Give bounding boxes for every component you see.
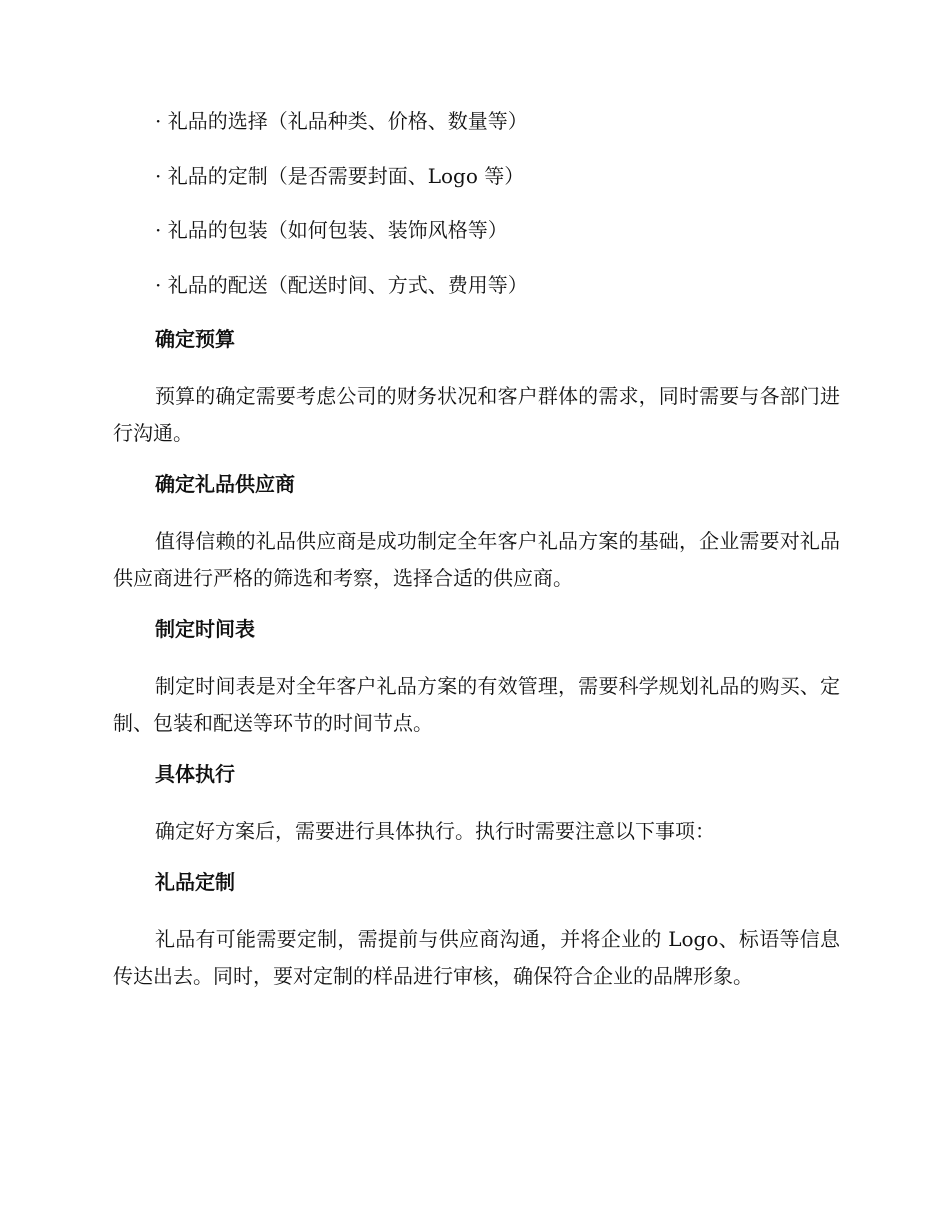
bullet-gift-packaging: · 礼品的包装（如何包装、装饰风格等） [155, 218, 508, 242]
heading-supplier: 确定礼品供应商 [155, 472, 295, 496]
document-page [113, 106, 840, 1012]
heading-execution: 具体执行 [155, 762, 235, 786]
paragraph-budget: 预算的确定需要考虑公司的财务状况和客户群体的需求，同时需要与各部门进行沟通。 [113, 384, 840, 445]
bullet-gift-delivery: · 礼品的配送（配送时间、方式、费用等） [155, 272, 528, 297]
paragraph-customization: 礼品有可能需要定制，需提前与供应商沟通，并将企业的 Logo、标语等信息传达出去。同时，要对定制的样品进行审核，确保符合企业的品牌形象。 [113, 927, 840, 988]
bullet-gift-selection: · 礼品的选择（礼品种类、价格、数量等） [155, 109, 528, 133]
bullet-gift-customization: · 礼品的定制（是否需要封面、Logo 等） [155, 163, 525, 188]
paragraph-execution: 确定好方案后，需要进行具体执行。执行时需要注意以下事项： [155, 819, 715, 843]
heading-customization: 礼品定制 [155, 870, 235, 894]
heading-schedule: 制定时间表 [155, 617, 255, 641]
heading-budget: 确定预算 [155, 327, 235, 351]
paragraph-supplier: 值得信赖的礼品供应商是成功制定全年客户礼品方案的基础，企业需要对礼品供应商进行严格的筛选和考察，选择合适的供应商。 [113, 529, 840, 590]
paragraph-schedule: 制定时间表是对全年客户礼品方案的有效管理，需要科学规划礼品的购买、定制、包装和配送等环节的时间节点。 [113, 674, 840, 735]
